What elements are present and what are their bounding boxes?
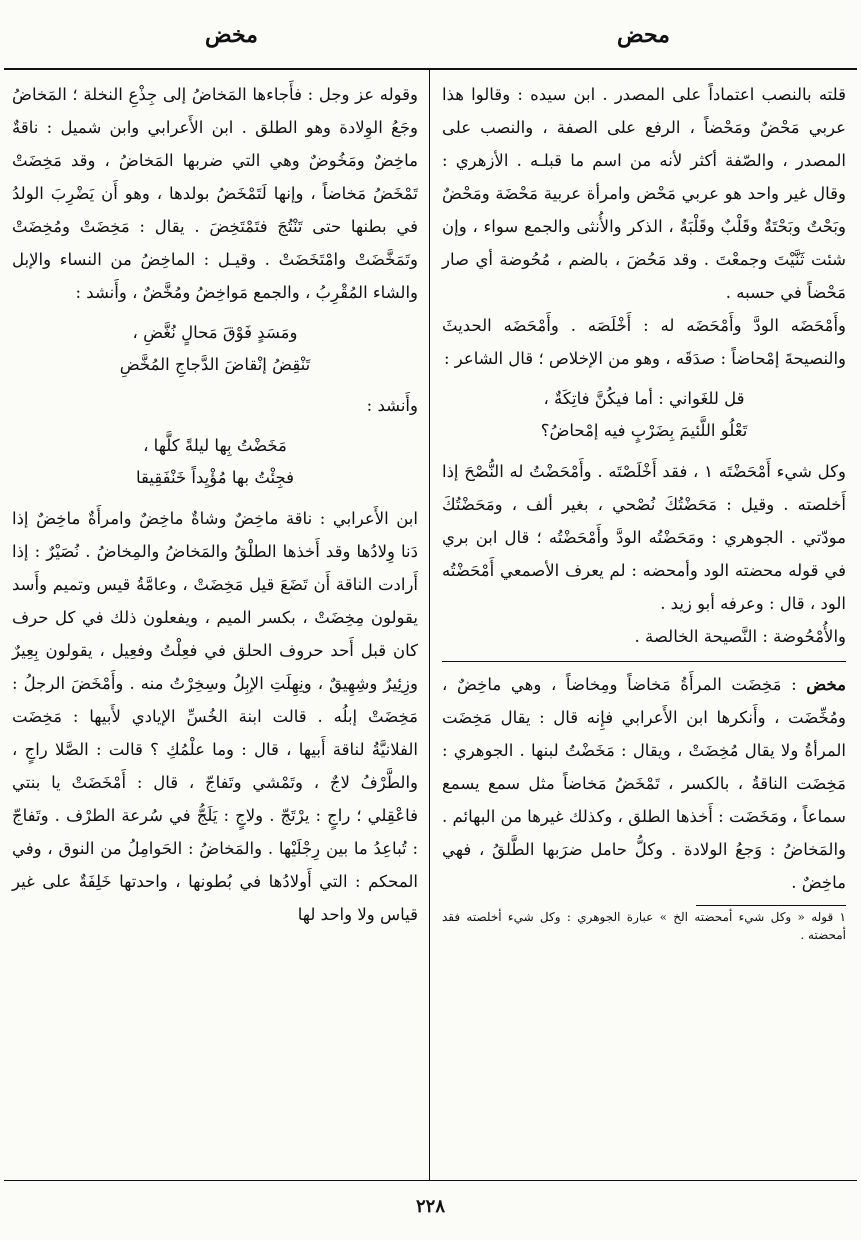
footer-rule [4, 1180, 857, 1181]
verse-line: تَعْلُو اللَّئيمَ بِضَرْبٍ فيه إمْحاضُ؟ [540, 421, 748, 440]
entry-separator [442, 661, 846, 662]
verse [12, 430, 418, 494]
verse-line: تَنْقِضُ إنْقاضَ الدَّجاجِ المُخَّضِ [119, 355, 311, 374]
verse [442, 383, 846, 447]
column-divider [429, 70, 430, 1180]
paragraph: وكل شيء أَمْحَضْتَه ١ ، فقد أَخْلَصْتَه . وأَمْحَضْتُ له النُّصْحَ إذا أَخلصته . وقيل : مَحَضْتُكَ نُصْحي ، بغير ألف ، ومَحَضْتُكَ مودّتي . الجوهري : ومَحَضْتُه الودَّ وأَمْحَضْتُه ؛ قال ابن بري في قوله محضته الود وأمحضه : لم يعرف الأصمعي أَمْحَضْتُه الود ، قال : وعرفه أبو زيد . [442, 462, 846, 613]
entry-paragraph [442, 668, 846, 899]
verse-line: فجِئْتُ بها مُؤْيِداً خَنْفَقِيقا [135, 468, 295, 487]
paragraph: والأُمْحُوضة : النَّصيحة الخالصة . [634, 627, 846, 646]
right-running-headword: محض [617, 22, 670, 48]
paragraph: وأَمْحَضَه الودَّ وأَمْحَضَه له : أَخْلَصَه . وأَمْحَضَه الحديثَ والنصيحةَ إمْحاضاً : صدَقَه ، وهو من الإخلاص ؛ قال الشاعر : [442, 316, 846, 368]
running-header [0, 22, 861, 62]
verse [12, 317, 418, 381]
entry-text: : مَخِضَت المرأَةُ مَخاضاً ومِخاضاً ، وهي ماخِضٌ ، ومُخِّضَت ، وأَنكرها ابن الأَعرابي فإِنه قال : يقال مَخِضَت المرأةُ ولا يقال مُخِضَتْ ، ويقال : مَخَضْتُ لبنها . الجوهري : مَخِضَت الناقةُ ، بالكسر ، تَمْخَضُ مَخاضاً مثل سمع يسمع سماعاً ، ومَخَضَت : أَخذها الطلق ، وكذلك غيرها من البهائم . والمَخاضُ : وَجعُ الولادة . وكلُّ حامل ضرَبها الطَّلقُ ، فهي ماخِضٌ . [442, 675, 846, 892]
header-rule [4, 68, 857, 70]
paragraph: وأَنشد : [366, 396, 418, 415]
paragraph: وقوله عز وجل : فأَجاءها المَخاضُ إلى جِذْعِ النخلة ؛ المَخاضُ وجَعُ الوِلادة وهو الطلق . ابن الأَعرابي وابن شميل : ناقةٌ ماخِضٌ ومَخُوضٌ وهي التي ضربها المَخاضُ ، وقد مَخِضَتْ تَمْخَضُ مَخاضاً ، وإنها لَتَمْخَضُ بولدها ، وهو أَن يَضْرِبَ الولدُ في بطنها حتى تَنْتُجَ فتَمْتَخِضَ . يقال : مَخِضَتْ ومُخِضَتْ وتَمَخَّضَتْ وامْتَخَضَتْ . وقيـل : الماخِضُ من النساء والإبل والشاء المُقْرِبُ ، والجمع مَواخِضُ ومُخَّضٌ ، وأَنشد : [12, 85, 418, 302]
left-running-headword: مخض [205, 22, 258, 48]
right-column [442, 78, 846, 944]
page-number: ٢٢٨ [415, 1196, 445, 1217]
left-column [12, 78, 418, 931]
footnote: ١ قوله « وكل شيء أمحضته الخ » عبارة الجوهري : وكل شيء أخلصته فقد أمحضته . [442, 910, 846, 942]
verse-line: ومَسَدٍ فَوْقَ مَحالٍ نُغَّضِ ، [132, 323, 298, 342]
paragraph: ابن الأَعرابي : ناقة ماخِضٌ وشاةٌ ماخِضٌ وامرأَةٌ ماخِضٌ إذا دَنا وِلادُها وقد أَخذها الطلْقُ والمَخاضُ والمِخاضُ . نُصَيْرٌ : إذا أَرادت الناقة أَن تَضَعَ قيل مَخِضَتْ ، وعامَّةُ قيس وتميم وأَسد يقولون مِخِضَتْ ، بكسر الميم ، ويفعلون ذلك في كل حرف كان قبل أَحد حروف الحلق في فعِلْتُ وفعِيل ، يقولون بِعِيرٌ وزِئِيرٌ وشِهِيقٌ ، ونِهِلَتِ الإبِلُ وسِخِرْتُ منه . وأَمْخَضَ الرجلُ : مَخِضَتْ إبلُه . قالت ابنة الخُسِّ الإيادي لأَبيها : مَخِضَت الفلانيَّةُ لناقة أَبيها ، قال : وما علْمُكِ ؟ قالت : الصَّلا راجٍ ، والطَّرْفُ لاجٌ ، وتَمْشي وتَفاجّ ، قال : أَمْخَضَتْ يا بنتي فاعْقِلي ؛ راجٍ : يرْتَجّ . ولاجٍ : يَلَجُّ في سُرعة الطرْف . وتَفاجّ : تُباعِدُ ما بين رِجْلَيْها . والمَخاضُ : الحَوامِلُ من النوق ، وفي المحكم : التي أَولادُها في بُطونها ، واحدتها خَلِفَةٌ على غير قياس ولا واحد لها [12, 509, 418, 924]
footnote-rule [696, 905, 846, 906]
verse-line: قل للغَواني : أما فيكُنَّ فاتِكَةٌ ، [543, 389, 745, 408]
verse-line: مَخَضْتُ بِها ليلةً كلَّها ، [143, 436, 287, 455]
paragraph: قلته بالنصب اعتماداً على المصدر . ابن سيده : وقالوا هذا عربي مَحْضٌ ومَحْضاً ، الرفع على الصفة ، والنصب على المصدر ، والصّفة أكثر لأنه من اسم ما قبلـه . الأزهري : وقال غير واحد هو عربي مَحْض وامرأة عربية مَحْضَة ومَحْضٌ وبَحْتٌ وبَحْتَةٌ وقَلْبٌ وقَلْبَةٌ ، الذكر والأُنثى والجمع سواء ، وإن شئت ثَنَّيْتَ وجمعْتَ . وقد مَحُضَ ، بالضم ، مُحُوضة أي صار مَحْضاً في حسبه . [442, 85, 846, 302]
entry-headword: مخض [806, 675, 846, 694]
